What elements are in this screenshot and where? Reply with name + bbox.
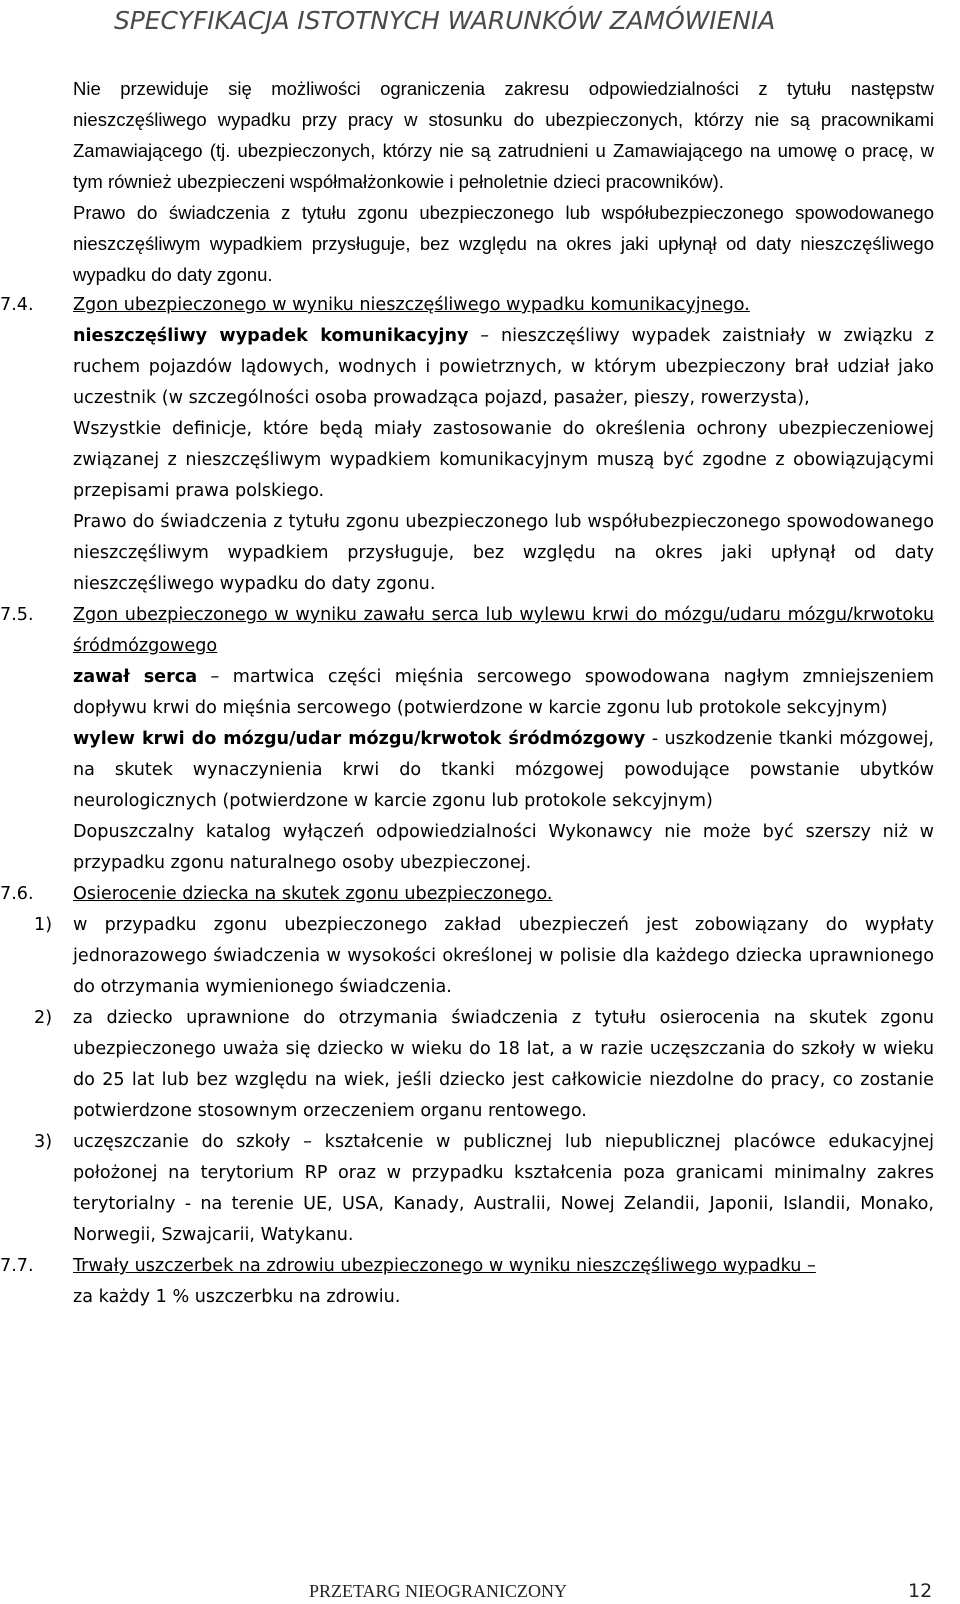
definition-heart-attack [0, 662, 934, 724]
definition-term: nieszczęśliwy wypadek komunikacyjny [73, 326, 469, 346]
list-item-text: za dziecko uprawnione do otrzymania świadczenia z tytułu osierocenia na skutek zgonu ubezpieczonego uważa się dziecko w wieku do 18 lat, a w razie uczęszczania do szkoły w wieku do 25 lat lub bez względu na wiek, jeśli dziecko jest całkowicie niezdolne do pracy, co zostanie potwierdzone stosownym orzeczeniem organu rentowego. [73, 1008, 934, 1121]
section-number: 7.6. [0, 884, 34, 904]
section-title: Zgon ubezpieczonego w wyniku nieszczęśliwego wypadku komunikacyjnego. [73, 295, 750, 315]
list-item-number: 1) [34, 915, 53, 935]
section-number: 7.7. [0, 1256, 34, 1276]
section-number: 7.4. [0, 295, 34, 315]
definition-term: zawał serca [73, 667, 198, 687]
section-7-6-heading [0, 879, 934, 910]
paragraph-liability-scope: Nie przewiduje się możliwości ograniczenia zakresu odpowiedzialności z tytułu następstw nieszczęśliwego wypadku przy pracy w stosunku do ubezpieczonych, którzy nie są pracownikami Zamawiającego (tj. ubezpieczonych, którzy nie są zatrudnieni u Zamawiającego na umowę o pracę, w tym również ubezpieczeni współmałżonkowie i pełnoletnie dzieci pracowników). [73, 78, 934, 192]
page-header-title: SPECYFIKACJA ISTOTNYCH WARUNKÓW ZAMÓWIENIA [114, 6, 776, 35]
definition-text: - uszkodzenie tkanki mózgowej, na skutek wynaczynienia krwi do tkanki mózgowej powodujące powstanie ubytków neurologicznych (potwierdzone w karcie zgonu lub protokole sekcyjnym) [73, 729, 934, 811]
definition-text: – martwica części mięśnia sercowego spowodowana nagłym zmniejszeniem dopływu krwi do mięśnia sercowego (potwierdzone w karcie zgonu lub protokole sekcyjnym) [73, 667, 935, 718]
list-item-number: 2) [34, 1008, 53, 1028]
list-item [0, 910, 934, 1003]
list-item-text: w przypadku zgonu ubezpieczonego zakład ubezpieczeń jest zobowiązany do wypłaty jednorazowego świadczenia w wysokości określonej w polisie dla każdego dziecka uprawnionego do otrzymania wymienionego świadczenia. [73, 915, 934, 997]
section-7-7-heading [0, 1251, 934, 1282]
list-item-number: 3) [34, 1132, 53, 1152]
list-item-text: uczęszczanie do szkoły – kształcenie w publicznej lub niepublicznej placówce edukacyjnej położonej na terytorium RP oraz w przypadku kształcenia poza granicami minimalny zakres terytorialny - na terenie UE, USA, Kanady, Australii, Nowej Zelandii, Japonii, Islandii, Monako, Norwegii, Szwajcarii, Watykanu. [73, 1132, 934, 1245]
section-7-5-heading [0, 600, 934, 662]
footer-text: PRZETARG NIEOGRANICZONY [309, 1581, 568, 1601]
section-title: Zgon ubezpieczonego w wyniku zawału serca lub wylewu krwi do mózgu/udaru mózgu/krwotoku śródmózgowego [73, 605, 934, 656]
page-number: 12 [908, 1580, 933, 1602]
list-item [0, 1003, 934, 1127]
section-7-4-heading [0, 290, 934, 321]
definition-text: – nieszczęśliwy wypadek zaistniały w związku z ruchem pojazdów lądowych, wodnych i powietrznych, w którym ubezpieczony brał udział jako uczestnik (w szczególności osoba prowadząca pojazd, pasażer, pieszy, rowerzysta), [73, 326, 934, 408]
paragraph-exclusions: Dopuszczalny katalog wyłączeń odpowiedzialności Wykonawcy nie może być szerszy niż w przypadku zgonu naturalnego osoby ubezpieczonej. [73, 822, 934, 873]
definition-stroke [0, 724, 934, 817]
list-item [0, 1127, 934, 1251]
section-title: Osierocenie dziecka na skutek zgonu ubezpieczonego. [73, 884, 553, 904]
document-body [0, 73, 960, 1313]
definition-term: wylew krwi do mózgu/udar mózgu/krwotok śródmózgowy [73, 729, 646, 749]
paragraph-permanent-injury: za każdy 1 % uszczerbku na zdrowiu. [73, 1287, 401, 1307]
paragraph-death-benefit-traffic: Prawo do świadczenia z tytułu zgonu ubezpieczonego lub współubezpieczonego spowodowanego nieszczęśliwym wypadkiem przysługuje, bez względu na okres jaki upłynął od daty nieszczęśliwego wypadku do daty zgonu. [73, 512, 934, 594]
paragraph-death-benefit: Prawo do świadczenia z tytułu zgonu ubezpieczonego lub współubezpieczonego spowodowanego nieszczęśliwym wypadkiem przysługuje, bez względu na okres jaki upłynął od daty nieszczęśliwego wypadku do daty zgonu. [73, 202, 934, 285]
section-title: Trwały uszczerbek na zdrowiu ubezpieczonego w wyniku nieszczęśliwego wypadku – [73, 1256, 816, 1276]
definition-traffic-accident [0, 321, 934, 414]
paragraph-definitions-compliance: Wszystkie definicje, które będą miały zastosowanie do określenia ochrony ubezpieczeniowej związanej z nieszczęśliwym wypadkiem komunikacyjnym muszą być zgodne z obowiązującymi przepisami prawa polskiego. [73, 419, 934, 501]
section-number: 7.5. [0, 605, 34, 625]
